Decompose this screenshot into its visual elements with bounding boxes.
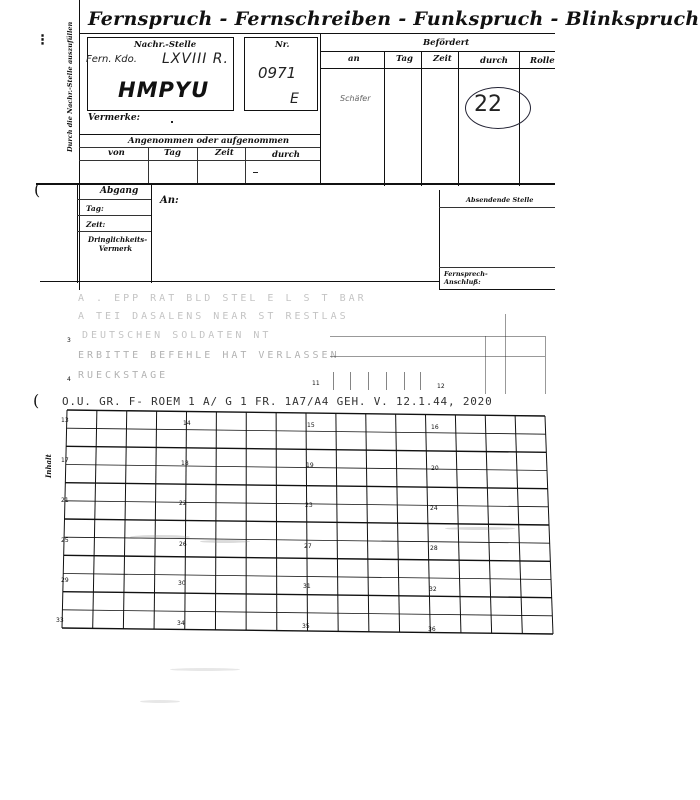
cell-number: 24 bbox=[430, 505, 438, 512]
hole-punch-1: ( bbox=[34, 180, 41, 199]
grid-side-label: Inhalt bbox=[44, 454, 53, 478]
cell-number: 26 bbox=[179, 541, 187, 548]
top-number: 12 bbox=[437, 383, 445, 390]
side-label: Durch die Nachr.-Stelle auszufüllen bbox=[66, 21, 74, 152]
row-number: 17 bbox=[61, 457, 69, 464]
cell-number: 16 bbox=[431, 424, 439, 431]
cell-number: 23 bbox=[305, 502, 313, 509]
cell-number: 27 bbox=[304, 543, 312, 550]
message-faint-line: DEUTSCHEN SOLDATEN NT bbox=[82, 330, 272, 341]
abgang-zeit: Zeit: bbox=[86, 220, 106, 229]
row-number: 33 bbox=[56, 617, 64, 624]
grid-col-line bbox=[276, 413, 277, 631]
abgang-tag: Tag: bbox=[86, 204, 104, 213]
cell-number: 22 bbox=[179, 500, 187, 507]
row-number: 25 bbox=[61, 537, 69, 544]
cell-number: 32 bbox=[429, 586, 437, 593]
an-label: An: bbox=[160, 195, 179, 206]
scan-speck bbox=[445, 527, 515, 530]
circled-number: 22 bbox=[474, 92, 502, 117]
form-title: Fernspruch - Fernschreiben - Funkspruch - Blinkspruch bbox=[88, 8, 700, 30]
nachr-stelle-unit: LXVIII R. bbox=[162, 51, 229, 67]
call-sign: HMPYU bbox=[118, 78, 210, 102]
angenommen-col-zeit: Zeit bbox=[215, 148, 234, 158]
message-header-line: O.U. GR. F- ROEM 1 A/ G 1 FR. 1A7/A4 GEH. V. 12.1.44, 2020 bbox=[62, 395, 493, 408]
message-faint-line: A . EPP RAT BLD STEL E L S T BAR bbox=[78, 293, 367, 304]
row-number: 21 bbox=[61, 497, 69, 504]
top-number: 4 bbox=[67, 376, 71, 383]
nr-value: 0971 bbox=[258, 64, 297, 82]
cell-number: 14 bbox=[183, 420, 191, 427]
nr-mark: E bbox=[290, 91, 299, 107]
angenommen-col-von: von bbox=[108, 148, 125, 158]
befoerdert-col-durch: durch bbox=[480, 56, 508, 66]
cell-number: 34 bbox=[177, 620, 185, 627]
befoerdert-an-value: Schäfer bbox=[340, 94, 371, 103]
angenommen-col-durch: durch bbox=[272, 150, 300, 160]
message-faint-line: ERBITTE BEFEHLE HAT VERLASSEN bbox=[78, 350, 340, 361]
punch-mark: ⁝ bbox=[40, 30, 46, 49]
befoerdert-label: Befördert bbox=[423, 38, 470, 48]
cell-number: 36 bbox=[428, 626, 436, 633]
befoerdert-col-an: an bbox=[348, 54, 360, 64]
cell-number: 28 bbox=[430, 545, 438, 552]
cell-number: 30 bbox=[178, 580, 186, 587]
cell-number: 15 bbox=[307, 422, 315, 429]
scan-speck bbox=[200, 540, 250, 543]
scan-speck bbox=[130, 535, 190, 539]
fernsprech-anschluss-label: Fernsprech-Anschluß: bbox=[444, 270, 488, 286]
befoerdert-col-rolle: Rolle bbox=[530, 56, 555, 66]
cell-number: 31 bbox=[303, 583, 311, 590]
absendende-stelle-label: Absendende Stelle bbox=[466, 196, 534, 204]
row-number: 29 bbox=[61, 577, 69, 584]
nachr-stelle-prefix: Fern. Kdo. bbox=[86, 54, 137, 65]
nachr-stelle-label: Nachr.-Stelle bbox=[134, 40, 197, 50]
scan-speck bbox=[140, 700, 180, 703]
cell-number: 19 bbox=[306, 462, 314, 469]
cell-number: 35 bbox=[302, 623, 310, 630]
hole-punch-2: ( bbox=[33, 391, 40, 410]
cell-number: 20 bbox=[431, 465, 439, 472]
row-number: 13 bbox=[61, 417, 69, 424]
top-number: 3 bbox=[67, 337, 71, 344]
scan-speck bbox=[170, 668, 240, 671]
vermerke-label: Vermerke: bbox=[88, 113, 140, 123]
angenommen-col-tag: Tag bbox=[164, 148, 181, 158]
befoerdert-col-zeit: Zeit bbox=[433, 54, 452, 64]
top-number: 11 bbox=[312, 380, 320, 387]
befoerdert-col-tag: Tag bbox=[396, 54, 413, 64]
message-faint-line: RUECKSTAGE bbox=[78, 370, 169, 381]
cell-number: 18 bbox=[181, 460, 189, 467]
grid-col-line bbox=[215, 412, 216, 630]
angenommen-label: Angenommen oder aufgenommen bbox=[128, 136, 290, 146]
message-faint-line: A TEI DASALENS NEAR ST RESTLAS bbox=[78, 311, 349, 322]
dringlichkeit-label: Dringlichkeits-Vermerk bbox=[88, 235, 148, 253]
nr-label: Nr. bbox=[275, 40, 290, 50]
abgang-label: Abgang bbox=[100, 186, 139, 196]
